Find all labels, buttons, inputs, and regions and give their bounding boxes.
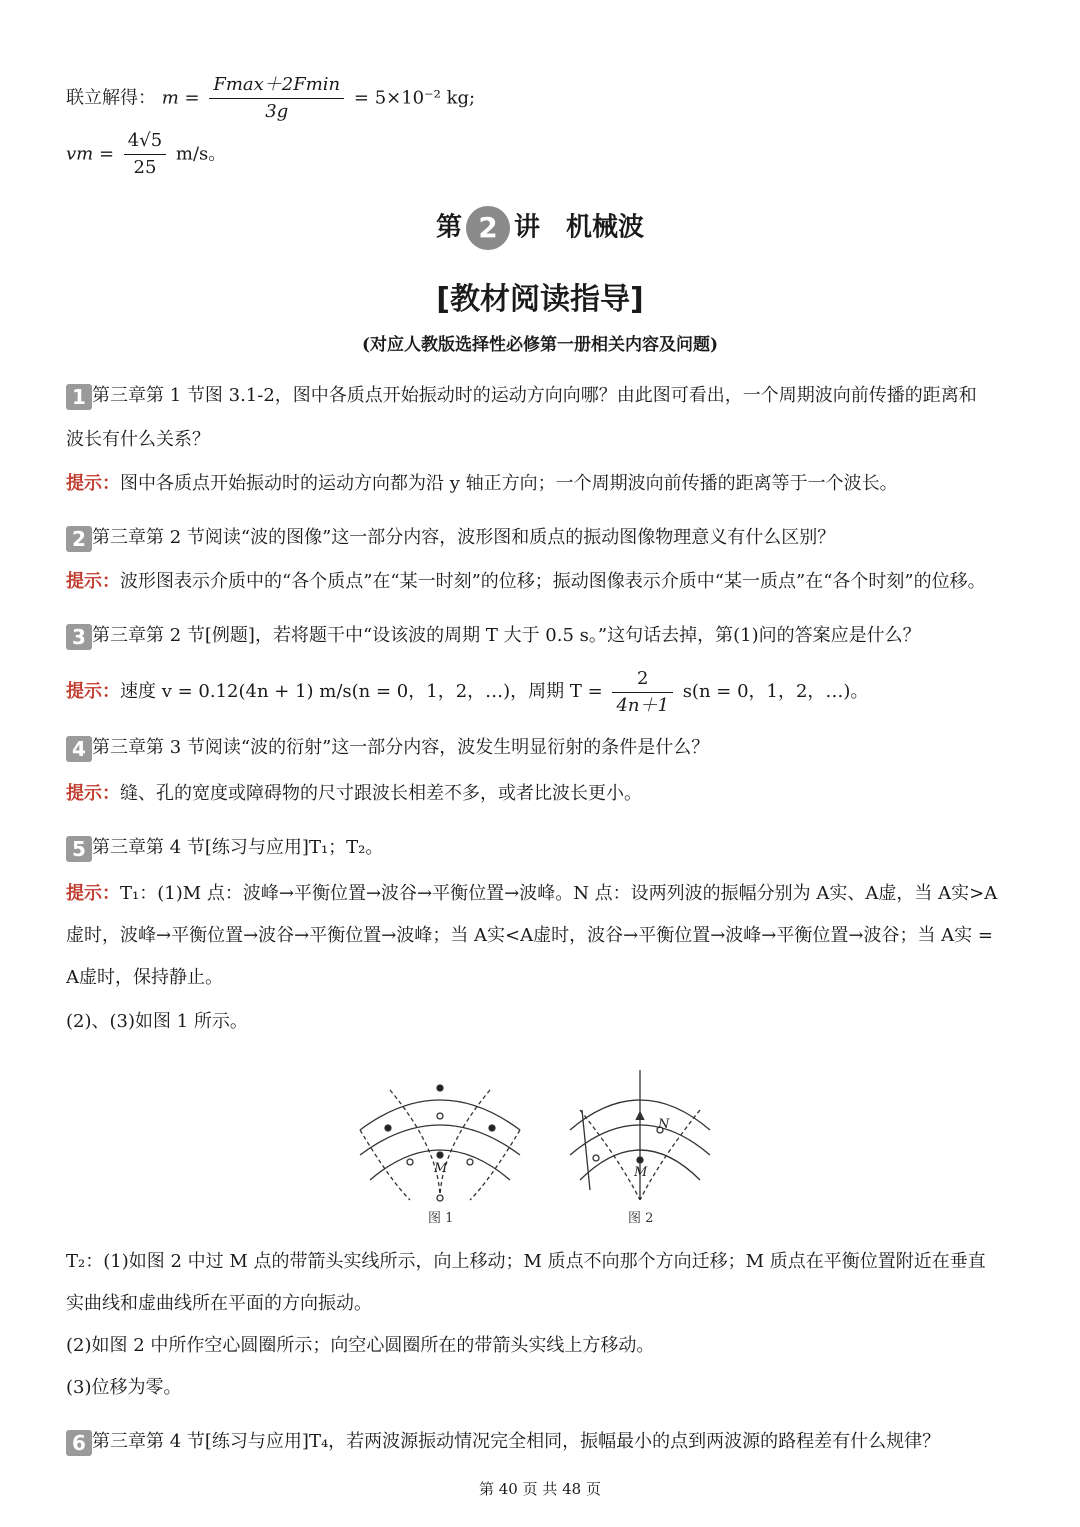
page-footer: 第 40 页 共 48 页 — [478, 1480, 601, 1498]
t2-line3: (2)如图 2 中所作空心圆圈所示；向空心圆圈所在的带箭头实线上方移动。 — [66, 1335, 655, 1356]
figure-2-n-label: N — [658, 1117, 670, 1132]
t2-line1: T₂：(1)如图 2 中过 M 点的带箭头实线所示，向上移动；M 质点不向那个方向迁移；M 质点在平衡位置附近在垂直 — [66, 1251, 986, 1272]
question-number: 3 — [66, 624, 92, 650]
hint-label: 提示： — [66, 883, 120, 904]
wave-figures — [350, 1050, 730, 1230]
hint-5-line4: (2)、(3)如图 1 所示。 — [66, 1011, 248, 1032]
hint-label: 提示： — [66, 681, 120, 702]
solution-mass: 联立解得： m = $\frac{Fmax+2Fmin}{3g}$ = 5×10⁻² kg; — [66, 72, 475, 125]
period-fraction: $\frac{2}{4n+1}$ — [612, 666, 673, 719]
solution-velocity: vm = $\frac{4√5}{25}$ m/s。 — [66, 128, 226, 181]
hint-5: 提示：T₁：(1)M 点：波峰→平衡位置→波谷→平衡位置→波峰。N 点：设两列波的振幅分别为 A实、A虚，当 A实>A — [66, 883, 998, 904]
hint-2: 提示：波形图表示介质中的“各个质点”在“某一时刻”的位移；振动图像表示介质中“某一质点”在“各个时刻”的位移。 — [66, 571, 986, 592]
hint-1: 提示：图中各质点开始振动时的运动方向都为沿 y 轴正方向；一个周期波向前传播的距离等于一个波长。 — [66, 473, 898, 494]
section-title: [教材阅读指导] — [436, 282, 644, 317]
figure-1-m-label: M — [434, 1161, 448, 1176]
question-number: 6 — [66, 1430, 92, 1456]
hint-5-line2: 虚时，波峰→平衡位置→波谷→平衡位置→波峰；当 A实<A虚时，波谷→平衡位置→波峰→平衡位置→波谷；当 A实 = — [66, 925, 993, 946]
figure-1-caption: 图 1 — [428, 1211, 454, 1226]
t2-line2: 实曲线和虚曲线所在平面的方向振动。 — [66, 1293, 372, 1314]
lecture-title: 第 2 讲 机械波 — [0, 206, 1080, 250]
figure-2-m-label: M — [634, 1165, 648, 1180]
question-number: 4 — [66, 736, 92, 762]
figure-2 — [570, 1070, 710, 1200]
question-2: 2 第三章第 2 节阅读“波的图像”这一部分内容，波形图和质点的振动图像物理意义有什么区别？ — [66, 524, 1024, 552]
hint-4: 提示：缝、孔的宽度或障碍物的尺寸跟波长相差不多，或者比波长更小。 — [66, 783, 642, 804]
velocity-fraction: $\frac{4√5}{25}$ — [124, 128, 166, 181]
question-number: 5 — [66, 836, 92, 862]
question-3: 3 第三章第 2 节[例题]，若将题干中“设该波的周期 T 大于 0.5 s。”这句话去掉，第(1)问的答案应是什么？ — [66, 622, 1024, 650]
section-subtitle: (对应人教版选择性必修第一册相关内容及问题) — [361, 335, 719, 355]
question-4: 4 第三章第 3 节阅读“波的衍射”这一部分内容，波发生明显衍射的条件是什么？ — [66, 734, 1024, 762]
question-1: 1 第三章第 1 节图 3.1-2，图中各质点开始振动时的运动方向向哪？由此图可看出，一个周期波向前传播的距离和 — [66, 382, 1024, 410]
hint-5-line3: A虚时，保持静止。 — [66, 967, 223, 988]
mass-fraction: $\frac{Fmax+2Fmin}{3g}$ — [209, 72, 344, 125]
hint-label: 提示： — [66, 783, 120, 804]
lecture-number-badge: 2 — [466, 206, 510, 250]
question-number: 2 — [66, 526, 92, 552]
question-number: 1 — [66, 384, 92, 410]
hint-3: 提示：速度 v = 0.12(4n + 1) m/s(n = 0，1，2，…)，周期 T = $\frac{2}{4n+1}$ s(n = 0，1，2，…)。 — [66, 664, 1024, 720]
question-6: 6 第三章第 4 节[练习与应用]T₄，若两波源振动情况完全相同，振幅最小的点到两波源的路程差有什么规律？ — [66, 1428, 1024, 1456]
hint-label: 提示： — [66, 571, 120, 592]
figure-1 — [360, 1085, 520, 1201]
question-5: 5 第三章第 4 节[练习与应用]T₁；T₂。 — [66, 834, 1024, 862]
question-1-cont: 波长有什么关系？ — [66, 429, 210, 450]
t2-line4: (3)位移为零。 — [66, 1377, 182, 1398]
hint-label: 提示： — [66, 473, 120, 494]
figure-2-caption: 图 2 — [628, 1211, 654, 1226]
